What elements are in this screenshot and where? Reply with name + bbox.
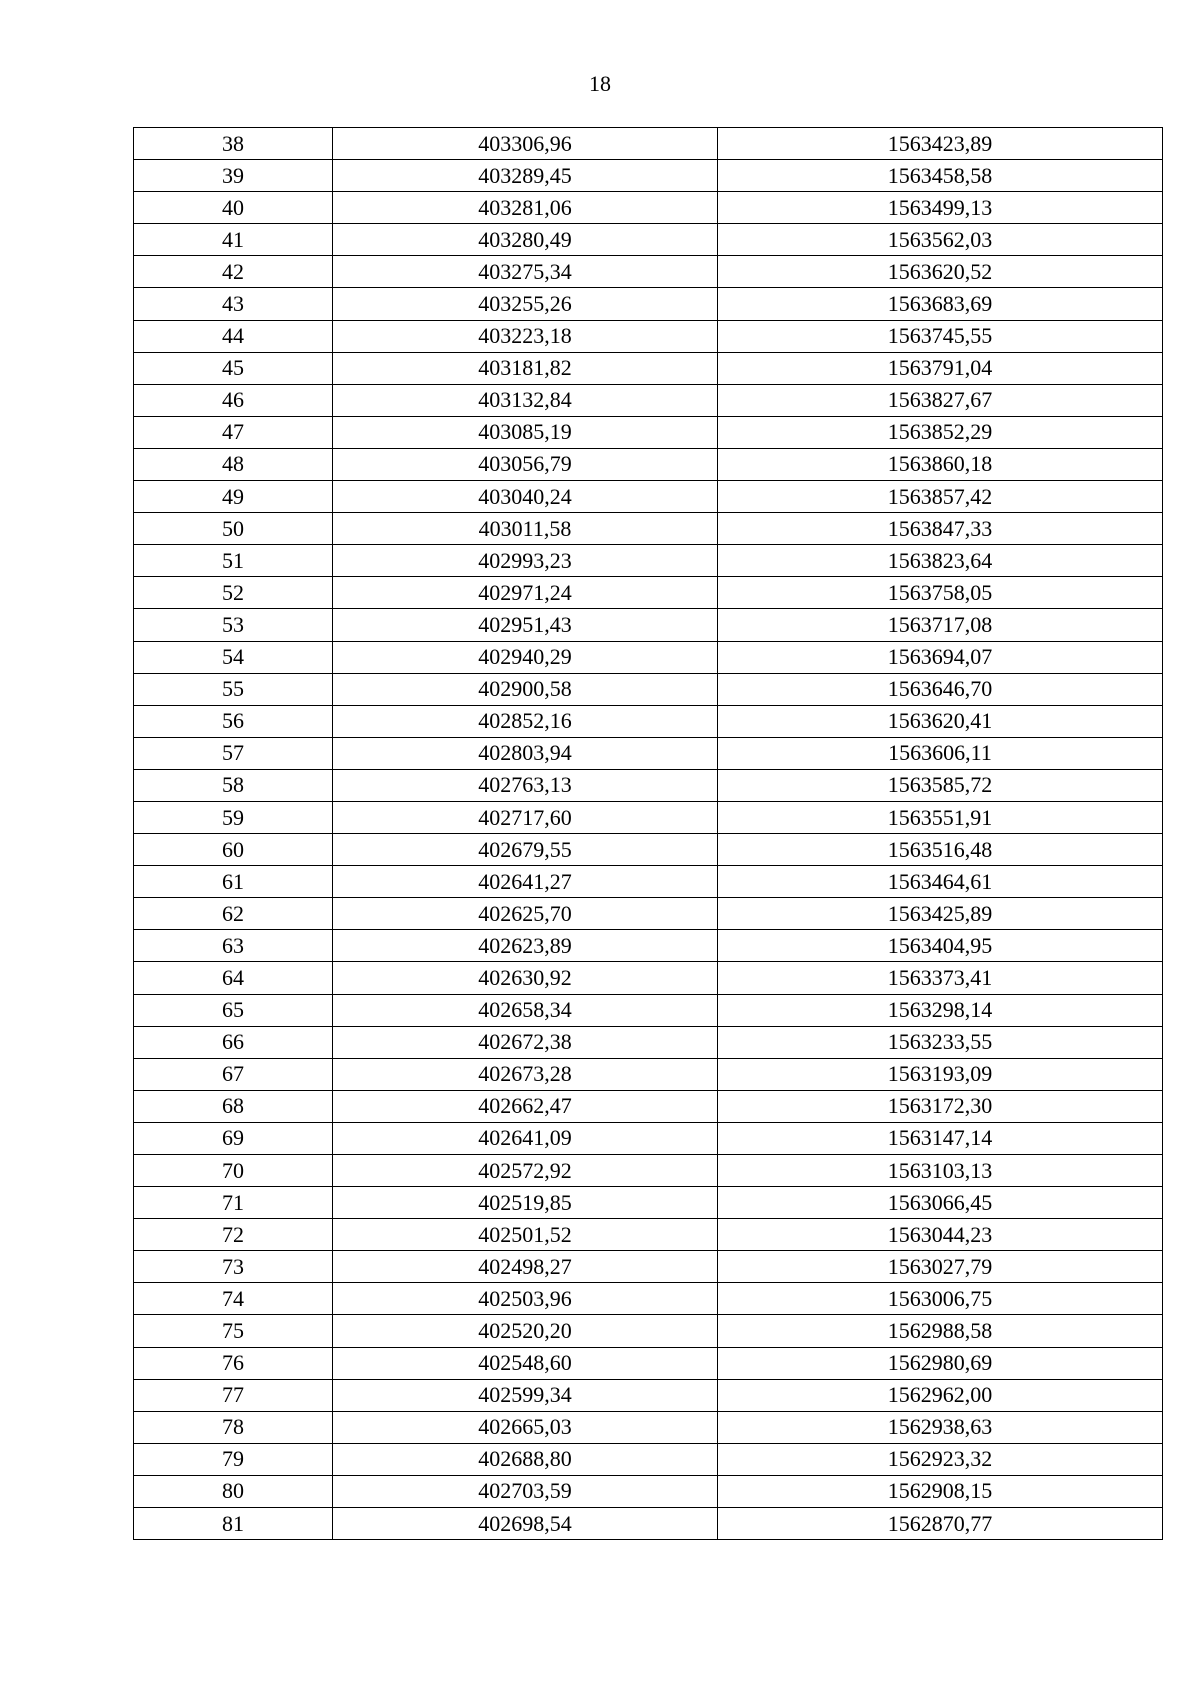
point-number-cell: 48 (134, 448, 333, 480)
x-coordinate-cell: 403085,19 (333, 416, 718, 448)
table-row (134, 834, 1163, 866)
y-coordinate-cell: 1563373,41 (718, 962, 1163, 994)
table-row (134, 1187, 1163, 1219)
x-coordinate-cell: 402501,52 (333, 1219, 718, 1251)
x-coordinate-cell: 403275,34 (333, 256, 718, 288)
point-number-cell: 73 (134, 1251, 333, 1283)
y-coordinate-cell: 1563860,18 (718, 448, 1163, 480)
y-coordinate-cell: 1563823,64 (718, 545, 1163, 577)
table-row (134, 801, 1163, 833)
x-coordinate-cell: 402641,27 (333, 866, 718, 898)
table-row (134, 1251, 1163, 1283)
x-coordinate-cell: 402572,92 (333, 1155, 718, 1187)
y-coordinate-cell: 1563852,29 (718, 416, 1163, 448)
table-row (134, 1283, 1163, 1315)
table-row (134, 1155, 1163, 1187)
x-coordinate-cell: 402698,54 (333, 1508, 718, 1540)
x-coordinate-cell: 402662,47 (333, 1090, 718, 1122)
point-number-cell: 70 (134, 1155, 333, 1187)
point-number-cell: 54 (134, 641, 333, 673)
table-row (134, 1347, 1163, 1379)
table-row (134, 769, 1163, 801)
table-row (134, 737, 1163, 769)
point-number-cell: 39 (134, 160, 333, 192)
x-coordinate-cell: 403181,82 (333, 352, 718, 384)
y-coordinate-cell: 1563516,48 (718, 834, 1163, 866)
table-row (134, 930, 1163, 962)
x-coordinate-cell: 403011,58 (333, 513, 718, 545)
y-coordinate-cell: 1563562,03 (718, 224, 1163, 256)
table-row (134, 1122, 1163, 1154)
x-coordinate-cell: 402679,55 (333, 834, 718, 866)
point-number-cell: 64 (134, 962, 333, 994)
y-coordinate-cell: 1563827,67 (718, 384, 1163, 416)
table-row (134, 1090, 1163, 1122)
table-row (134, 545, 1163, 577)
table-row (134, 1443, 1163, 1475)
y-coordinate-cell: 1563027,79 (718, 1251, 1163, 1283)
x-coordinate-cell: 402498,27 (333, 1251, 718, 1283)
point-number-cell: 45 (134, 352, 333, 384)
x-coordinate-cell: 402630,92 (333, 962, 718, 994)
y-coordinate-cell: 1563499,13 (718, 192, 1163, 224)
point-number-cell: 65 (134, 994, 333, 1026)
point-number-cell: 38 (134, 128, 333, 160)
point-number-cell: 42 (134, 256, 333, 288)
table-row (134, 256, 1163, 288)
point-number-cell: 61 (134, 866, 333, 898)
point-number-cell: 74 (134, 1283, 333, 1315)
point-number-cell: 56 (134, 705, 333, 737)
point-number-cell: 78 (134, 1411, 333, 1443)
x-coordinate-cell: 402763,13 (333, 769, 718, 801)
y-coordinate-cell: 1563683,69 (718, 288, 1163, 320)
table-row (134, 1219, 1163, 1251)
table-row (134, 1058, 1163, 1090)
point-number-cell: 51 (134, 545, 333, 577)
y-coordinate-cell: 1563745,55 (718, 320, 1163, 352)
table-row (134, 128, 1163, 160)
table-row (134, 994, 1163, 1026)
point-number-cell: 63 (134, 930, 333, 962)
table-row (134, 513, 1163, 545)
x-coordinate-cell: 403040,24 (333, 481, 718, 513)
point-number-cell: 57 (134, 737, 333, 769)
x-coordinate-cell: 402951,43 (333, 609, 718, 641)
x-coordinate-cell: 402520,20 (333, 1315, 718, 1347)
table-row (134, 962, 1163, 994)
point-number-cell: 59 (134, 801, 333, 833)
y-coordinate-cell: 1563464,61 (718, 866, 1163, 898)
point-number-cell: 58 (134, 769, 333, 801)
y-coordinate-cell: 1563066,45 (718, 1187, 1163, 1219)
table-row (134, 160, 1163, 192)
y-coordinate-cell: 1563551,91 (718, 801, 1163, 833)
x-coordinate-cell: 402503,96 (333, 1283, 718, 1315)
point-number-cell: 76 (134, 1347, 333, 1379)
table-row (134, 1508, 1163, 1540)
point-number-cell: 79 (134, 1443, 333, 1475)
x-coordinate-cell: 402665,03 (333, 1411, 718, 1443)
x-coordinate-cell: 402623,89 (333, 930, 718, 962)
x-coordinate-cell: 402852,16 (333, 705, 718, 737)
y-coordinate-cell: 1563404,95 (718, 930, 1163, 962)
y-coordinate-cell: 1563147,14 (718, 1122, 1163, 1154)
table-row (134, 320, 1163, 352)
table-row (134, 448, 1163, 480)
x-coordinate-cell: 402548,60 (333, 1347, 718, 1379)
table-row (134, 641, 1163, 673)
y-coordinate-cell: 1562938,63 (718, 1411, 1163, 1443)
point-number-cell: 49 (134, 481, 333, 513)
point-number-cell: 52 (134, 577, 333, 609)
y-coordinate-cell: 1563847,33 (718, 513, 1163, 545)
point-number-cell: 50 (134, 513, 333, 545)
table-row (134, 609, 1163, 641)
table-row (134, 192, 1163, 224)
coordinates-table-body (134, 128, 1163, 1540)
x-coordinate-cell: 402940,29 (333, 641, 718, 673)
x-coordinate-cell: 403306,96 (333, 128, 718, 160)
y-coordinate-cell: 1563857,42 (718, 481, 1163, 513)
table-row (134, 1411, 1163, 1443)
x-coordinate-cell: 402688,80 (333, 1443, 718, 1475)
y-coordinate-cell: 1563620,52 (718, 256, 1163, 288)
point-number-cell: 81 (134, 1508, 333, 1540)
x-coordinate-cell: 402625,70 (333, 898, 718, 930)
y-coordinate-cell: 1563233,55 (718, 1026, 1163, 1058)
point-number-cell: 71 (134, 1187, 333, 1219)
point-number-cell: 66 (134, 1026, 333, 1058)
x-coordinate-cell: 402971,24 (333, 577, 718, 609)
table-row (134, 416, 1163, 448)
point-number-cell: 67 (134, 1058, 333, 1090)
x-coordinate-cell: 402993,23 (333, 545, 718, 577)
x-coordinate-cell: 403056,79 (333, 448, 718, 480)
table-row (134, 1315, 1163, 1347)
x-coordinate-cell: 402803,94 (333, 737, 718, 769)
table-row (134, 866, 1163, 898)
y-coordinate-cell: 1562962,00 (718, 1379, 1163, 1411)
x-coordinate-cell: 402641,09 (333, 1122, 718, 1154)
point-number-cell: 43 (134, 288, 333, 320)
point-number-cell: 46 (134, 384, 333, 416)
table-row (134, 577, 1163, 609)
page-number: 18 (589, 71, 611, 96)
point-number-cell: 72 (134, 1219, 333, 1251)
y-coordinate-cell: 1563585,72 (718, 769, 1163, 801)
x-coordinate-cell: 403223,18 (333, 320, 718, 352)
point-number-cell: 69 (134, 1122, 333, 1154)
x-coordinate-cell: 403289,45 (333, 160, 718, 192)
x-coordinate-cell: 402519,85 (333, 1187, 718, 1219)
y-coordinate-cell: 1563193,09 (718, 1058, 1163, 1090)
point-number-cell: 77 (134, 1379, 333, 1411)
table-row (134, 1026, 1163, 1058)
point-number-cell: 44 (134, 320, 333, 352)
y-coordinate-cell: 1562988,58 (718, 1315, 1163, 1347)
y-coordinate-cell: 1563620,41 (718, 705, 1163, 737)
table-row (134, 1379, 1163, 1411)
y-coordinate-cell: 1563298,14 (718, 994, 1163, 1026)
y-coordinate-cell: 1563646,70 (718, 673, 1163, 705)
x-coordinate-cell: 403255,26 (333, 288, 718, 320)
y-coordinate-cell: 1562908,15 (718, 1475, 1163, 1507)
point-number-cell: 55 (134, 673, 333, 705)
x-coordinate-cell: 402673,28 (333, 1058, 718, 1090)
y-coordinate-cell: 1563791,04 (718, 352, 1163, 384)
point-number-cell: 62 (134, 898, 333, 930)
coordinates-table (133, 127, 1163, 1540)
y-coordinate-cell: 1563717,08 (718, 609, 1163, 641)
x-coordinate-cell: 402900,58 (333, 673, 718, 705)
x-coordinate-cell: 402717,60 (333, 801, 718, 833)
x-coordinate-cell: 403280,49 (333, 224, 718, 256)
y-coordinate-cell: 1563694,07 (718, 641, 1163, 673)
y-coordinate-cell: 1563103,13 (718, 1155, 1163, 1187)
point-number-cell: 40 (134, 192, 333, 224)
table-row (134, 224, 1163, 256)
table-row (134, 673, 1163, 705)
x-coordinate-cell: 403132,84 (333, 384, 718, 416)
y-coordinate-cell: 1563606,11 (718, 737, 1163, 769)
table-row (134, 288, 1163, 320)
point-number-cell: 75 (134, 1315, 333, 1347)
y-coordinate-cell: 1563458,58 (718, 160, 1163, 192)
x-coordinate-cell: 402599,34 (333, 1379, 718, 1411)
table-row (134, 384, 1163, 416)
point-number-cell: 60 (134, 834, 333, 866)
point-number-cell: 68 (134, 1090, 333, 1122)
y-coordinate-cell: 1562980,69 (718, 1347, 1163, 1379)
y-coordinate-cell: 1563425,89 (718, 898, 1163, 930)
y-coordinate-cell: 1562870,77 (718, 1508, 1163, 1540)
table-row (134, 352, 1163, 384)
table-row (134, 1475, 1163, 1507)
x-coordinate-cell: 402703,59 (333, 1475, 718, 1507)
x-coordinate-cell: 402658,34 (333, 994, 718, 1026)
table-row (134, 705, 1163, 737)
y-coordinate-cell: 1563044,23 (718, 1219, 1163, 1251)
table-row (134, 481, 1163, 513)
point-number-cell: 80 (134, 1475, 333, 1507)
x-coordinate-cell: 402672,38 (333, 1026, 718, 1058)
point-number-cell: 41 (134, 224, 333, 256)
x-coordinate-cell: 403281,06 (333, 192, 718, 224)
y-coordinate-cell: 1562923,32 (718, 1443, 1163, 1475)
y-coordinate-cell: 1563758,05 (718, 577, 1163, 609)
point-number-cell: 47 (134, 416, 333, 448)
table-row (134, 898, 1163, 930)
y-coordinate-cell: 1563423,89 (718, 128, 1163, 160)
point-number-cell: 53 (134, 609, 333, 641)
y-coordinate-cell: 1563172,30 (718, 1090, 1163, 1122)
y-coordinate-cell: 1563006,75 (718, 1283, 1163, 1315)
